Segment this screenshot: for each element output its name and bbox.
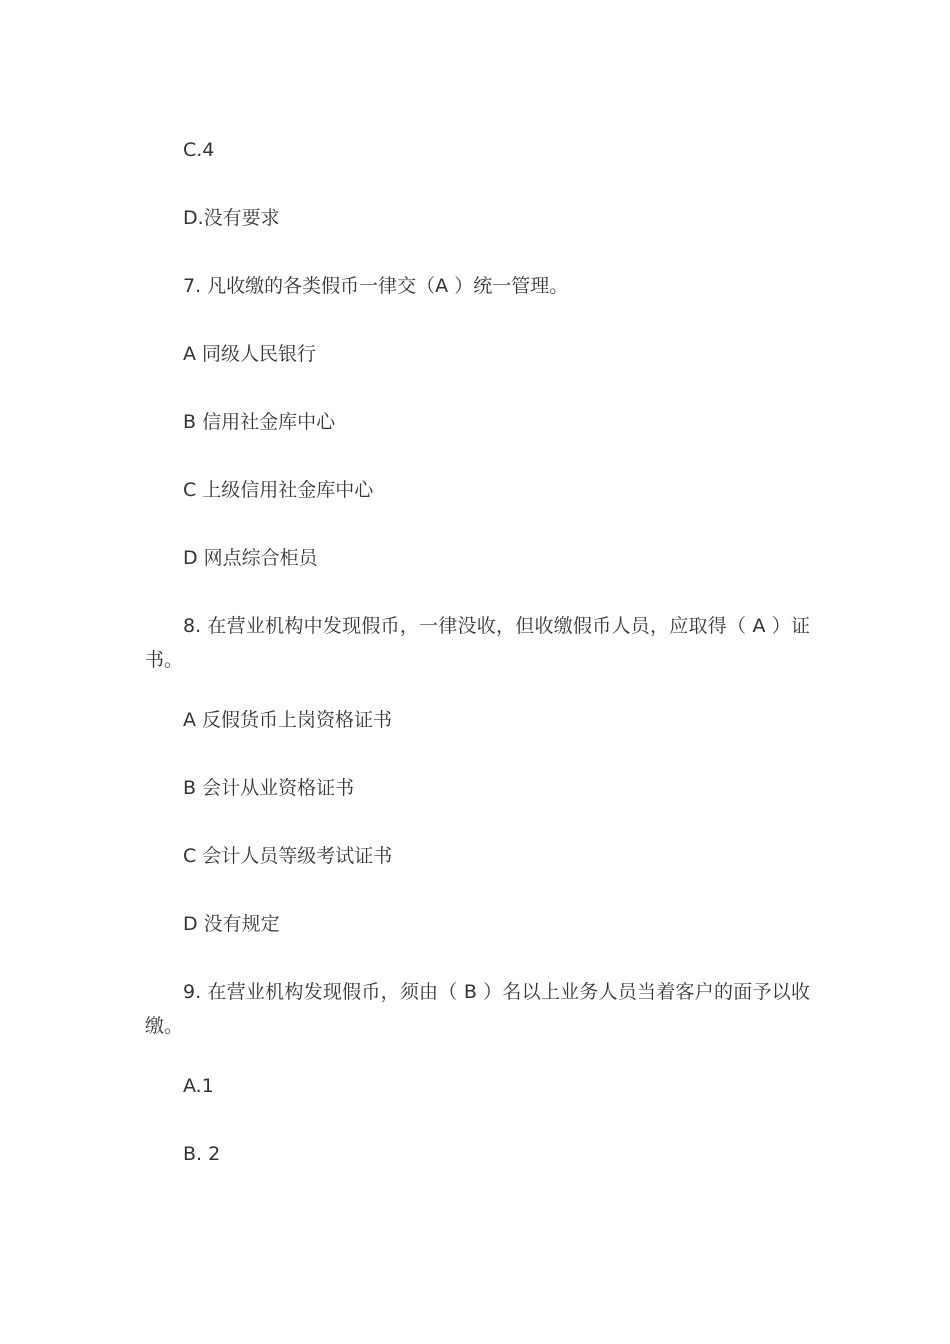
question-7: 7. 凡收缴的各类假币一律交（A ）统一管理。 <box>183 275 569 297</box>
q8-option-a: A 反假货币上岗资格证书 <box>183 709 393 731</box>
q7-option-b: B 信用社金库中心 <box>183 411 336 433</box>
q6-option-c: C.4 <box>183 139 215 161</box>
q7-option-c: C 上级信用社金库中心 <box>183 479 374 501</box>
q8-option-b: B 会计从业资格证书 <box>183 777 355 799</box>
q6-option-d: D.没有要求 <box>183 207 280 229</box>
q7-option-a: A 同级人民银行 <box>183 343 317 365</box>
q8-option-d: D 没有规定 <box>183 913 280 935</box>
question-9: 9. 在营业机构发现假币，须由（ B ）名以上业务人员当着客户的面予以收缴。 <box>145 981 810 1037</box>
q7-option-d: D 网点综合柜员 <box>183 547 318 569</box>
q8-option-c: C 会计人员等级考试证书 <box>183 845 393 867</box>
q9-option-a: A.1 <box>183 1075 214 1097</box>
question-8: 8. 在营业机构中发现假币，一律没收，但收缴假币人员，应取得（ A ）证书。 <box>145 615 810 671</box>
q9-option-b: B. 2 <box>183 1143 221 1165</box>
